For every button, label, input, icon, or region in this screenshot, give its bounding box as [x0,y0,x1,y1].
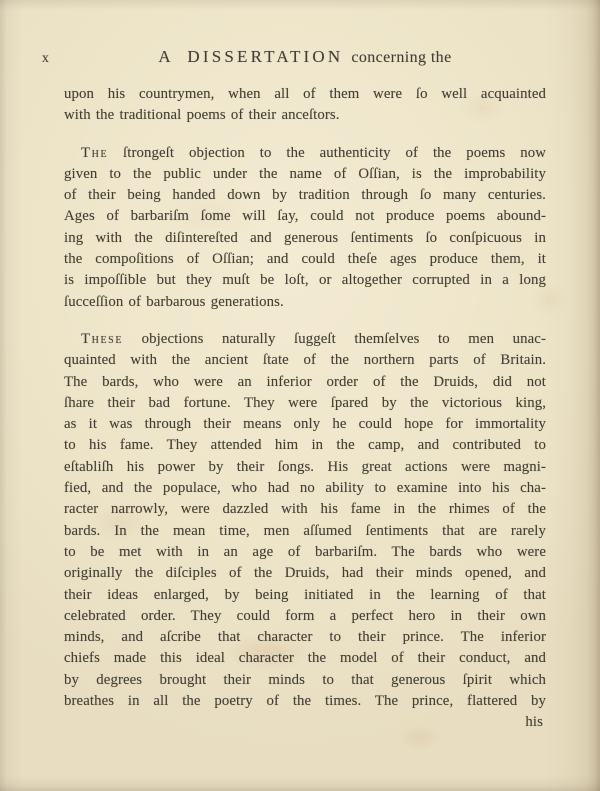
text-line: ing with the diſintereſted and generous ſentiments ſo conſpicuous in [64,229,546,246]
text-block [64,84,546,734]
small-caps-lead: These [81,330,124,347]
catchword: his [525,714,543,731]
text-line: the compoſitions of Oſſian; and could theſe ages produce them, it [64,251,546,268]
text-line: as it was through their means only he could hope for immortality [64,416,546,433]
text-line: their ideas enlarged, by being initiated in the learning of that [64,586,546,603]
paragraph [64,143,546,313]
text-line: minds, and aſcribe that character to their prince. The inferior [64,629,546,646]
text-line: racter narrowly, were dazzled with his fame in the rhimes of the [64,501,546,518]
text-line: chiefs made this ideal character the model of their conduct, and [64,650,546,667]
text-line: eſtabliſh his power by their ſongs. His great actions were magni- [64,458,546,475]
text-line: with the traditional poems of their anceſtors. [64,107,340,124]
text-line: Ages of barbariſm ſome will ſay, could not produce poems abound- [64,208,546,225]
running-header [64,47,546,67]
text-line: The bards, who were an inferior order of the Druids, did not [64,373,546,390]
text-line: is impoſſible but they muſt be loſt, or altogether corrupted in a long [64,272,546,289]
text-line: upon his countrymen, when all of them were ſo well acquainted [64,86,546,102]
text-line: breathes in all the poetry of the times. The prince, flattered by [64,693,546,710]
paragraph [64,329,546,712]
text-line: to be met with in an age of barbariſm. The bards who were [64,543,546,560]
text-line: celebrated order. They could form a perfect hero in their own [64,607,546,624]
text-line: The ſtrongeſt objection to the authenticity of the poems now [81,144,546,161]
text-line: ſucceſſion of barbarous generations. [64,293,284,310]
text-line: fied, and the populace, who had no ability to examine into his cha- [64,480,546,497]
running-header-subtitle: concerning the [351,49,452,66]
small-caps-lead: The [81,144,109,161]
text-line: of their being handed down by tradition through ſo many centuries. [64,187,546,204]
text-line: These objections naturally ſuggeſt themſelves to men unac- [81,330,546,347]
text-line: to his fame. They attended him in the camp, and contributed to [64,437,546,454]
paragraph [64,84,546,127]
text-line: quainted with the ancient ſtate of the northern parts of Britain. [64,352,546,369]
text-line: originally the diſciples of the Druids, had their minds opened, and [64,565,546,582]
text-line: by degrees brought their minds to that generous ſpirit which [64,671,546,688]
running-header-title: A DISSERTATION [158,47,344,66]
page-number: x [42,50,50,65]
text-line: given to the public under the name of Oſſian, is the improbability [64,165,546,182]
text-line: bards. In the mean time, men aſſumed ſentiments that are rarely [64,522,546,539]
text-line: ſhare their bad fortune. They were ſpared by the victorious king, [64,394,546,411]
